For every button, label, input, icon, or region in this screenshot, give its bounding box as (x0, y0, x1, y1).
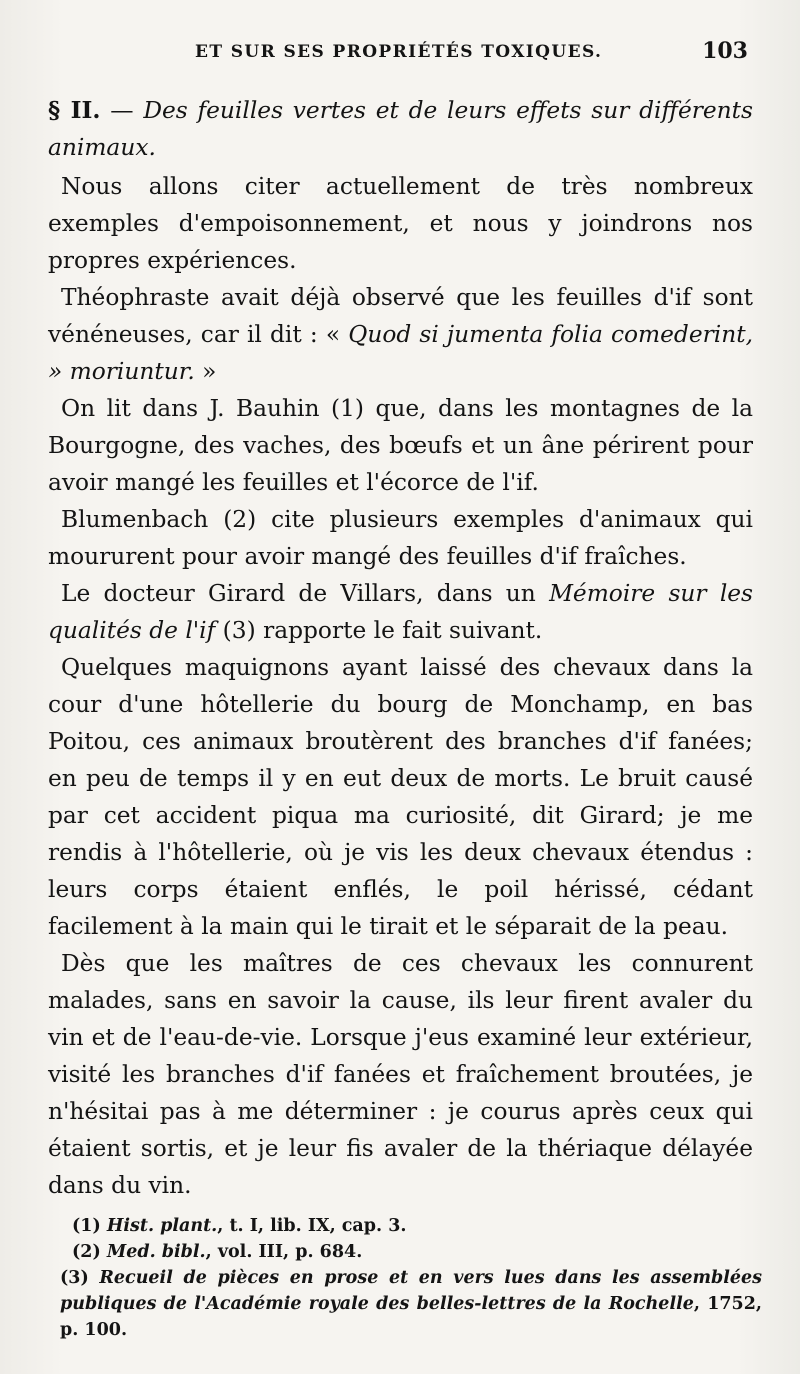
footnotes (60, 1213, 762, 1343)
footnote-detail: , 1752, p. 100. (60, 1294, 762, 1340)
footnote-mark: (1) (72, 1216, 107, 1236)
section-title: Des feuilles vertes et de leurs effets sur différents animaux. (48, 97, 754, 161)
paragraph-4: Blumenbach (2) cite plusieurs exemples d'animaux qui moururent pour avoir mangé des feuilles d'if fraîches. (48, 506, 753, 570)
body-text (48, 92, 753, 1204)
running-title: ET SUR SES PROPRIÉTÉS TOXIQUES. (195, 42, 603, 62)
section-number: § II. (48, 97, 101, 124)
footnote-detail: , vol. III, p. 684. (205, 1242, 363, 1262)
section-heading (48, 92, 753, 166)
paragraph-7: Dès que les maîtres de ces chevaux les connurent malades, sans en savoir la cause, ils leur firent avaler du vin et de l'eau-de-vie. Lorsque j'eus examiné leur extérieur, visité les branches d'if fanées et fraîchement broutées, je n'hésitai pas à me déterminer : je courus après ceux qui étaient sortis, et je leur fis avaler de la thériaque délayée dans du vin. (48, 950, 753, 1199)
footnote-mark: (3) (60, 1268, 100, 1288)
footnote-3 (60, 1265, 762, 1343)
section-dash: — (110, 97, 134, 124)
footnote-source: Recueil de pièces en prose et en vers lues dans les assemblées publiques de l'Académie royale des belles-lettres de la Rochelle (60, 1268, 762, 1314)
footnote-detail: , t. I, lib. IX, cap. 3. (217, 1216, 407, 1236)
paragraph-6: Quelques maquignons ayant laissé des chevaux dans la cour d'une hôtellerie du bourg de Monchamp, en bas Poitou, ces animaux broutèrent des branches d'if fanées; en peu de temps il y en eut deux de morts. Le bruit causé par cet accident piqua ma curiosité, dit Girard; je me rendis à l'hôtellerie, où je vis les deux chevaux étendus : leurs corps étaient enflés, le poil hérissé, cédant facilement à la main qui le tirait et le séparait de la peau. (48, 654, 753, 940)
latin-quote: Quod si jumenta folia comederint, » moriuntur. (48, 321, 753, 385)
footnote-2 (72, 1239, 762, 1265)
footnote-source: Med. bibl. (106, 1242, 206, 1262)
paragraph-5-text: Le docteur Girard de Villars, dans un (61, 580, 550, 607)
footnote-source: Hist. plant. (106, 1216, 218, 1236)
paragraph-3: On lit dans J. Bauhin (1) que, dans les montagnes de la Bourgogne, des vaches, des bœufs et un âne périrent pour avoir mangé les feuilles et l'écorce de l'if. (48, 395, 753, 496)
paragraph-2 (48, 279, 753, 390)
paragraph-2-close: » (194, 358, 217, 385)
paragraph-5-rest: (3) rapporte le fait suivant. (215, 617, 543, 644)
footnote-1 (72, 1213, 762, 1239)
paragraph-2-text: Théophraste avait déjà observé que les feuilles d'if sont vénéneuses, car il dit : « (48, 284, 753, 348)
footnote-mark: (2) (72, 1242, 107, 1262)
memoir-title: Mémoire sur les qualités de l'if (48, 580, 754, 644)
running-head (48, 38, 748, 72)
paragraph-1: Nous allons citer actuellement de très nombreux exemples d'empoisonnement, et nous y joindrons nos propres expériences. (48, 173, 753, 274)
paragraph-5 (48, 575, 753, 649)
page-number: 103 (702, 38, 748, 64)
